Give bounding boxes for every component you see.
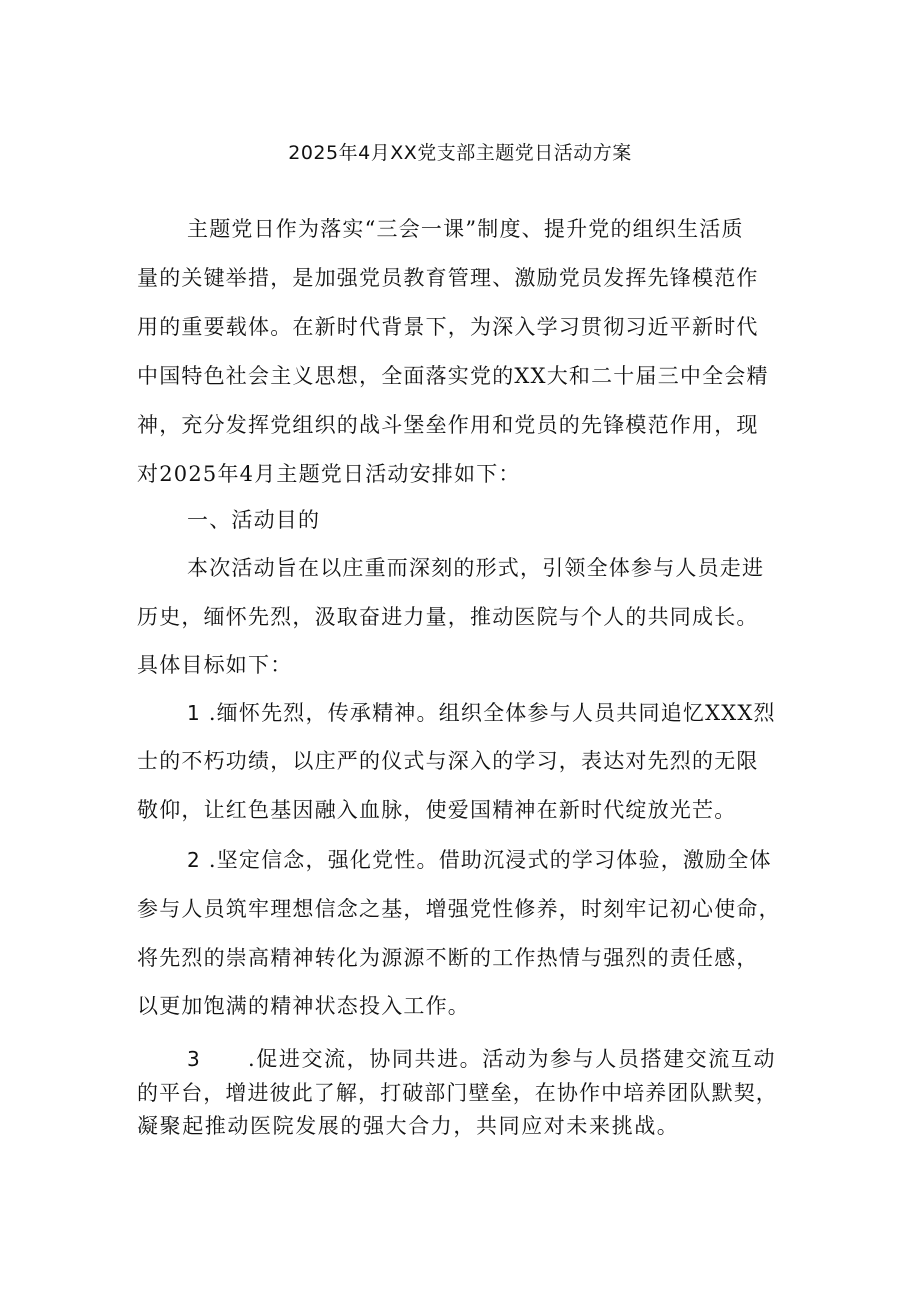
- goal-1-line-3: 敬仰，让红色基因融入血脉，使爱国精神在新时代绽放光芒。: [137, 798, 737, 822]
- goal-2-line-1: [187, 844, 772, 876]
- goal-1-line-1: [187, 697, 776, 729]
- purpose-line-2: 历史，缅怀先烈，汲取奋进力量，推动医院与个人的共同成长。: [137, 605, 759, 629]
- document-title: 2025年4月XX党支部主题党日活动方案: [288, 142, 632, 164]
- intro-line-5: 神，充分发挥党组织的战斗堡垒作用和党员的先锋模范作用，现: [137, 413, 759, 437]
- goal-3-line-1: .促进交流，协同共进。活动为参与人员搭建交流互动: [248, 1047, 777, 1071]
- intro-line-3: 用的重要载体。在新时代背景下，为深入学习贯彻习近平新时代: [137, 315, 759, 339]
- goal-1-text: .缅怀先烈，传承精神。组织全体参与人员共同追忆XXX烈: [208, 701, 776, 725]
- intro-line-2: 量的关键举措，是加强党员教育管理、激励党员发挥先锋模范作: [137, 266, 759, 290]
- goal-2-line-2: 参与人员筑牢理想信念之基，增强党性修养，时刻牢记初心使命，: [137, 897, 781, 921]
- goal-2-line-4: 以更加饱满的精神状态投入工作。: [137, 994, 470, 1018]
- purpose-line-1: 本次活动旨在以庄重而深刻的形式，引领全体参与人员走进: [187, 556, 765, 580]
- goal-2-number: 2: [187, 848, 201, 872]
- intro-line-1: 主题党日作为落实“三会一课”制度、提升党的组织生活质: [187, 217, 744, 241]
- goal-2-text: .坚定信念，强化党性。借助沉浸式的学习体验，激励全体: [208, 848, 772, 872]
- section-heading-purpose: 一、活动目的: [187, 508, 321, 532]
- intro-line-6: 对2025年4月主题党日活动安排如下：: [137, 462, 521, 486]
- goal-1-line-2: 士的不朽功绩，以庄严的仪式与深入的学习，表达对先烈的无限: [137, 749, 759, 773]
- goal-2-line-3: 将先烈的崇高精神转化为源源不断的工作热情与强烈的责任感，: [137, 946, 759, 970]
- goal-1-number: 1: [187, 701, 201, 725]
- goal-3-number: 3: [187, 1047, 200, 1071]
- intro-line-4: 中国特色社会主义思想，全面落实党的XX大和二十届三中全会精: [137, 364, 769, 388]
- purpose-line-3: 具体目标如下：: [137, 653, 293, 677]
- goal-3-line-3: 凝聚起推动医院发展的强大合力，共同应对未来挑战。: [137, 1114, 680, 1138]
- goal-3-line-2: 的平台，增进彼此了解，打破部门壁垒，在协作中培养团队默契，: [137, 1081, 778, 1105]
